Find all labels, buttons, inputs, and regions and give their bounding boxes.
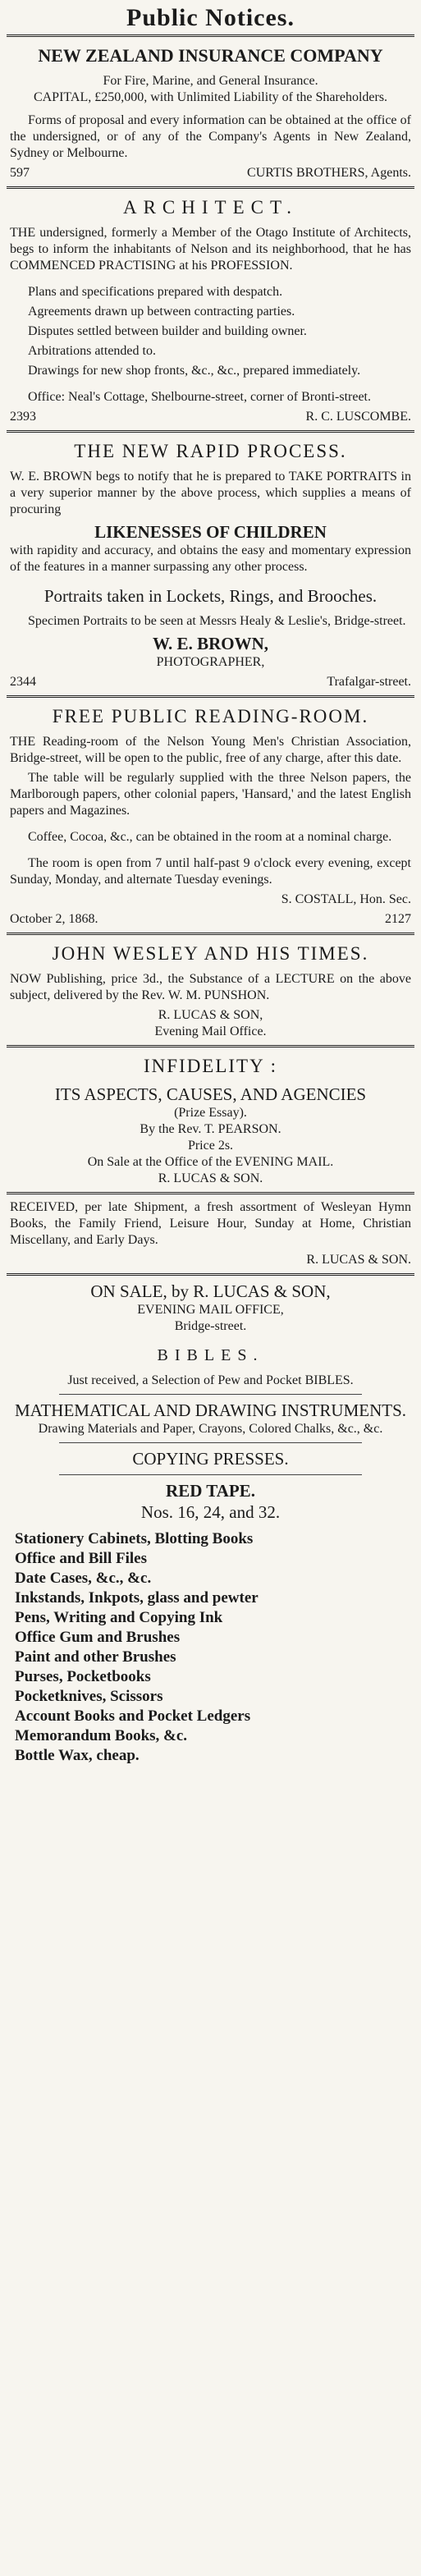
architect-intro: THE undersigned, formerly a Member of the Otago Institute of Architects, begs to inform the inhabitants of Nelson and its neighborhood, that he has COMMENCED PRACTISING at his PROFESSION.: [10, 226, 411, 273]
reading-table: The table will be regularly supplied with the three Nelson papers, the Marlborough papers, other colonial papers, 'Hansard,' and the latest English papers and Magazines.: [10, 771, 411, 818]
rapid-name: W. E. BROWN,: [152, 634, 268, 653]
list-item: Memorandum Books, &c.: [15, 1727, 188, 1744]
reading-signature: S. COSTALL, Hon. Sec.: [281, 892, 411, 906]
reading-coffee: Coffee, Cocoa, &c., can be obtained in the room at a nominal charge.: [28, 830, 392, 844]
insurance-notice: [7, 37, 414, 189]
insurance-number: 597: [10, 166, 30, 180]
architect-item-5: Drawings for new shop fronts, &c., &c., prepared immediately.: [28, 364, 361, 378]
rapid-address: Trafalgar-street.: [327, 675, 411, 689]
list-item: Pocketknives, Scissors: [15, 1688, 163, 1705]
sale-bibles-heading: BIBLES.: [157, 1346, 264, 1364]
wesley-notice: [7, 935, 414, 1047]
list-item: Bottle Wax, cheap.: [15, 1747, 140, 1764]
infidelity-line: ITS ASPECTS, CAUSES, AND AGENCIES: [54, 1084, 367, 1104]
infidelity-notice: [7, 1047, 414, 1194]
list-item: Office and Bill Files: [15, 1550, 147, 1567]
sale-line3: Bridge-street.: [174, 1319, 247, 1333]
reading-room-notice: [7, 698, 414, 935]
on-sale-notice: [7, 1276, 414, 1771]
architect-item-2: Agreements drawn up between contracting parties.: [28, 305, 295, 319]
insurance-line2: CAPITAL, £250,000, with Unlimited Liability of the Shareholders.: [33, 90, 388, 104]
reading-date: October 2, 1868.: [10, 912, 98, 926]
reading-number: 2127: [385, 912, 411, 926]
architect-name: R. C. LUSCOMBE.: [305, 410, 411, 424]
rapid-number: 2344: [10, 675, 36, 689]
rapid-body: with rapidity and accuracy, and obtains the easy and momentary expression of the features in a manner surpassing any other process.: [10, 543, 411, 574]
rapid-intro: W. E. BROWN begs to notify that he is prepared to TAKE PORTRAITS in a very superior manner by the above process, which supplies a means of procuring: [10, 470, 411, 516]
architect-heading: ARCHITECT.: [122, 197, 299, 218]
divider: [59, 1394, 362, 1395]
architect-number: 2393: [10, 410, 36, 424]
infidelity-signature: R. LUCAS & SON.: [158, 1171, 263, 1185]
reading-hours: The room is open from 7 until half-past 9 o'clock every evening, except Sunday, Monday, and alternate Tuesday evenings.: [10, 856, 411, 887]
infidelity-price: Price 2s.: [187, 1139, 234, 1153]
infidelity-sale: On Sale at the Office of the EVENING MAIL.: [87, 1155, 334, 1169]
list-item: Purses, Pocketbooks: [15, 1668, 151, 1685]
infidelity-essay: (Prize Essay).: [174, 1106, 247, 1120]
rapid-heading: THE NEW RAPID PROCESS.: [74, 441, 347, 461]
infidelity-author: By the Rev. T. PEARSON.: [140, 1122, 281, 1136]
wesley-body: NOW Publishing, price 3d., the Substance of a LECTURE on the above subject, delivered by the Rev. W. M. PUNSHON.: [10, 972, 411, 1002]
list-item: Paint and other Brushes: [15, 1648, 176, 1666]
insurance-title: NEW ZEALAND INSURANCE COMPANY: [38, 45, 383, 66]
list-item: Account Books and Pocket Ledgers: [15, 1707, 251, 1725]
sale-drawing: Drawing Materials and Paper, Crayons, Colored Chalks, &c., &c.: [38, 1422, 383, 1436]
architect-item-1: Plans and specifications prepared with despatch.: [28, 285, 283, 299]
masthead-title: Public Notices.: [7, 3, 414, 37]
rapid-process-notice: [7, 433, 414, 698]
list-item: Stationery Cabinets, Blotting Books: [15, 1530, 254, 1547]
rapid-likeness: LIKENESSES OF CHILDREN: [94, 522, 327, 542]
sale-line1: ON SALE, by R. LUCAS & SON,: [90, 1281, 331, 1301]
newspaper-column: [7, 3, 414, 2566]
insurance-agents: CURTIS BROTHERS, Agents.: [247, 166, 411, 180]
wesley-heading: JOHN WESLEY AND HIS TIMES.: [52, 943, 369, 964]
architect-item-4: Arbitrations attended to.: [28, 344, 156, 358]
divider: [59, 1474, 362, 1475]
hymn-body: RECEIVED, per late Shipment, a fresh assortment of Wesleyan Hymn Books, the Family Friend, Leisure Hour, Sunday at Home, Christian Miscellany, and Early Days.: [10, 1200, 411, 1247]
list-item: Pens, Writing and Copying Ink: [15, 1609, 223, 1626]
list-item: Office Gum and Brushes: [15, 1629, 181, 1646]
sale-math: MATHEMATICAL AND DRAWING INSTRUMENTS.: [14, 1400, 407, 1420]
wesley-office: Evening Mail Office.: [154, 1024, 267, 1038]
rapid-specimens: Specimen Portraits to be seen at Messrs Healy & Leslie's, Bridge-street.: [28, 614, 406, 628]
sale-bibles-text: Just received, a Selection of Pew and Pocket BIBLES.: [67, 1373, 354, 1387]
rapid-lockets: Portraits taken in Lockets, Rings, and Brooches.: [43, 586, 378, 606]
sale-tape-nos: Nos. 16, 24, and 32.: [140, 1502, 281, 1522]
list-item: Inkstands, Inkpots, glass and pewter: [15, 1589, 259, 1607]
rapid-role: PHOTOGRAPHER,: [156, 655, 265, 669]
sale-copying: COPYING PRESSES.: [132, 1449, 289, 1469]
wesley-signature: R. LUCAS & SON,: [158, 1008, 263, 1022]
architect-notice: [7, 189, 414, 433]
reading-heading: FREE PUBLIC READING-ROOM.: [52, 706, 369, 727]
architect-office: Office: Neal's Cottage, Shelbourne-street, corner of Bronti-street.: [28, 390, 371, 404]
sale-tape: RED TAPE.: [166, 1481, 255, 1501]
insurance-line1: For Fire, Marine, and General Insurance.: [103, 74, 318, 88]
hymn-signature: R. LUCAS & SON.: [306, 1253, 411, 1267]
sale-line2: EVENING MAIL OFFICE,: [137, 1303, 284, 1317]
architect-item-3: Disputes settled between builder and building owner.: [28, 324, 307, 338]
divider: [59, 1442, 362, 1443]
infidelity-heading: INFIDELITY :: [143, 1056, 278, 1076]
list-item: Date Cases, &c., &c.: [15, 1570, 152, 1587]
insurance-body: Forms of proposal and every information can be obtained at the office of the undersigned, or of any of the Company's Agents in New Zealand, Sydney or Melbourne.: [10, 113, 411, 160]
hymn-books-notice: [7, 1194, 414, 1276]
reading-intro: THE Reading-room of the Nelson Young Men's Christian Association, Bridge-street, will be open to the public, free of any charge, after this date.: [10, 735, 411, 765]
